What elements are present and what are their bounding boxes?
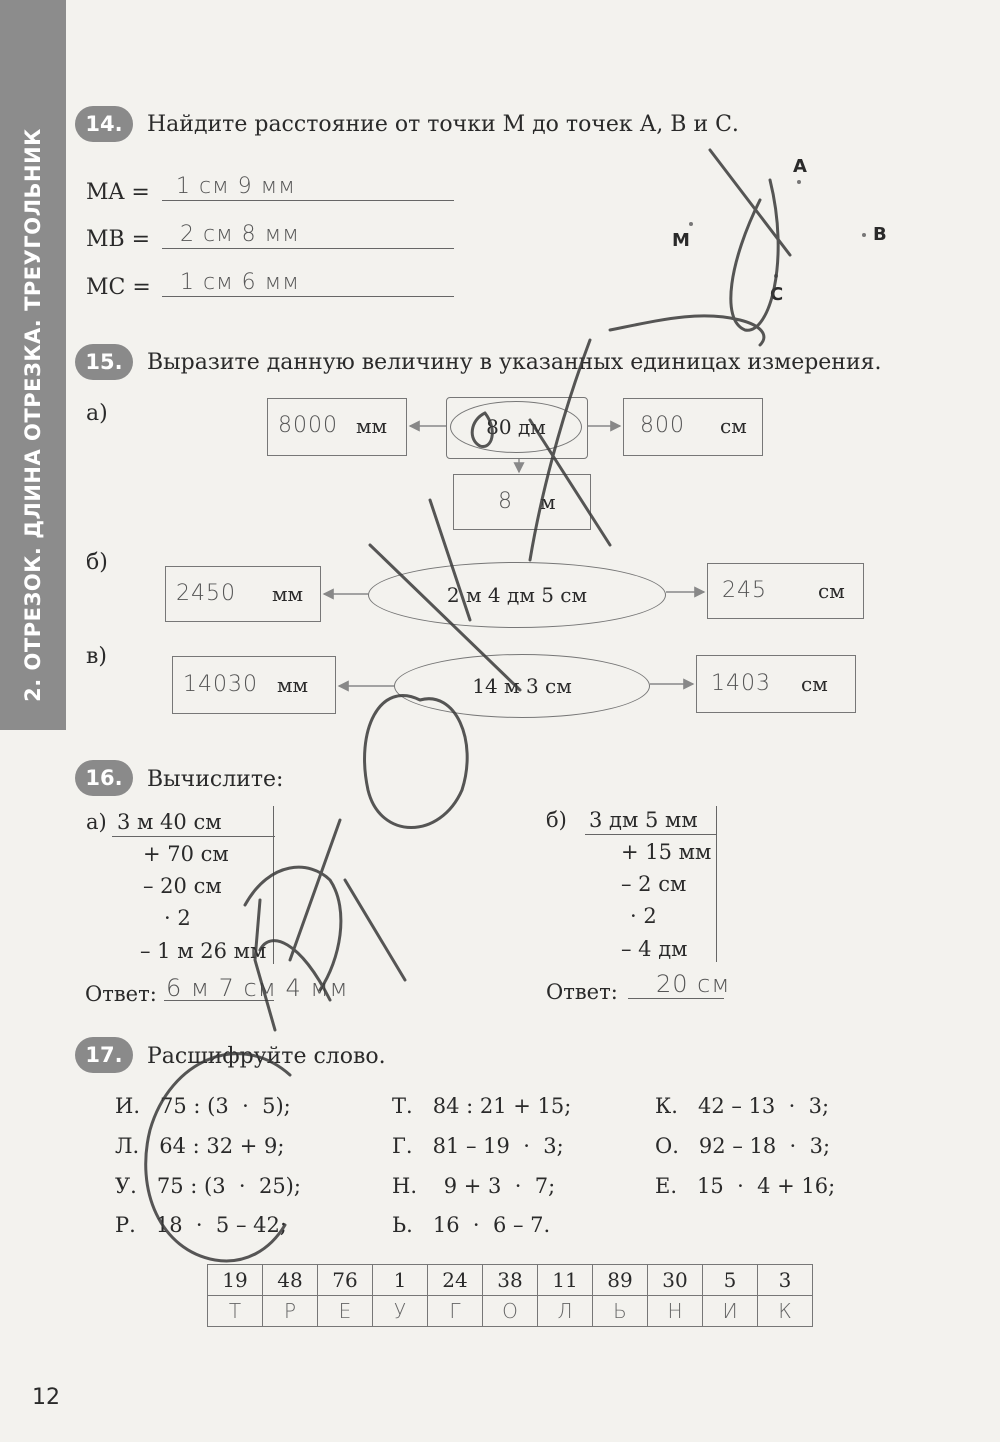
task-15-text: Выразите данную величину в указанных единицах измерения.	[147, 350, 882, 375]
task-17-expr-u: У. 75 : (3 · 25);	[115, 1174, 301, 1198]
task-16b-step-1: + 15 мм	[621, 840, 712, 864]
task-17-expr-r: Р. 18 · 5 – 42;	[115, 1213, 287, 1237]
task-15a-bottom-unit: м	[540, 490, 556, 514]
cipher-number: 48	[263, 1265, 318, 1296]
task-17-expr-k: К. 42 – 13 · 3;	[655, 1094, 830, 1118]
point-b-label: B	[873, 224, 887, 245]
task-16a-start: 3 м 40 см	[117, 810, 222, 834]
task-15a-label: а)	[86, 401, 108, 426]
task-15a-right-value: 800	[640, 413, 685, 438]
cipher-letter[interactable]: К	[758, 1296, 813, 1327]
cipher-number: 30	[648, 1265, 703, 1296]
task-15b-right-value: 245	[722, 578, 767, 603]
cipher-letter[interactable]: О	[483, 1296, 538, 1327]
task-17-text: Расшифруйте слово.	[147, 1044, 386, 1069]
cipher-number: 38	[483, 1265, 538, 1296]
task-16a-step-1: + 70 см	[143, 842, 229, 866]
task-16a-answer-label: Ответ:	[85, 982, 157, 1006]
cipher-number: 76	[318, 1265, 373, 1296]
mb-label: MB =	[86, 227, 151, 252]
task-15-badge: 15.	[75, 344, 133, 380]
task-15a-left-value: 8000	[278, 413, 338, 438]
task-16b-label: б)	[546, 808, 567, 832]
task-15c-left-value: 14030	[183, 672, 258, 697]
task-16b-step-4: – 4 дм	[621, 937, 688, 961]
cipher-letter[interactable]: Н	[648, 1296, 703, 1327]
cipher-number: 5	[703, 1265, 758, 1296]
task-15b-right-unit: см	[818, 579, 845, 603]
cipher-letter[interactable]: Л	[538, 1296, 593, 1327]
task-17-expr-g: Г. 81 – 19 · 3;	[392, 1134, 564, 1158]
point-a-label: A	[793, 156, 807, 177]
task-16b-answer[interactable]: 20 см	[656, 970, 731, 998]
task-17-expr-t: Т. 84 : 21 + 15;	[392, 1094, 572, 1118]
task-14-badge: 14.	[75, 106, 133, 142]
cipher-letter[interactable]: Т	[208, 1296, 263, 1327]
task-17-expr-e: Е. 15 · 4 + 16;	[655, 1174, 836, 1198]
task-16a-step-2: – 20 см	[143, 874, 222, 898]
task-15a-bottom-value: 8	[498, 489, 513, 514]
task-17-expr-o: О. 92 – 18 · 3;	[655, 1134, 831, 1158]
task-16a-label: а)	[86, 810, 107, 834]
task-15c-center-value: 14 м 3 см	[472, 674, 572, 698]
task-15a-right-unit: см	[720, 414, 747, 438]
task-15b-center-value: 2 м 4 дм 5 см	[446, 583, 588, 607]
ma-answer[interactable]: 1 см 9 мм	[176, 174, 296, 199]
task-15a-left-unit: мм	[356, 414, 388, 438]
task-14-text: Найдите расстояние от точки М до точек А, В и С.	[147, 112, 739, 137]
cipher-number: 19	[208, 1265, 263, 1296]
task-16-badge: 16.	[75, 760, 133, 796]
cipher-letter[interactable]: Ь	[593, 1296, 648, 1327]
cipher-letter[interactable]: У	[373, 1296, 428, 1327]
task-15c-left-unit: мм	[277, 673, 309, 697]
task-15c-label: в)	[86, 644, 107, 669]
task-17-expr-l: Л. 64 : 32 + 9;	[115, 1134, 285, 1158]
point-c-label: C	[770, 284, 784, 305]
cipher-letter[interactable]: И	[703, 1296, 758, 1327]
task-16b-step-2: – 2 см	[621, 872, 687, 896]
cipher-letter[interactable]: Р	[263, 1296, 318, 1327]
task-15c-right-value: 1403	[711, 671, 771, 696]
task-15b-left-unit: мм	[272, 582, 304, 606]
task-17-expr-i: И. 75 : (3 · 5);	[115, 1094, 291, 1118]
mc-label: MC =	[86, 275, 151, 300]
task-17-expr-soft: Ь. 16 · 6 – 7.	[392, 1213, 551, 1237]
page-number: 12	[32, 1385, 60, 1410]
task-16a-answer[interactable]: 6 м 7 см 4 мм	[166, 974, 349, 1002]
cipher-number: 11	[538, 1265, 593, 1296]
task-16b-answer-label: Ответ:	[546, 980, 618, 1004]
cipher-number: 3	[758, 1265, 813, 1296]
ma-label: MA =	[86, 180, 150, 205]
task-17-expr-n: Н. 9 + 3 · 7;	[392, 1174, 556, 1198]
cipher-letter[interactable]: Г	[428, 1296, 483, 1327]
cipher-letter[interactable]: Е	[318, 1296, 373, 1327]
mc-answer[interactable]: 1 см 6 мм	[180, 270, 300, 295]
task-15b-label: б)	[86, 550, 108, 575]
task-16a-step-4: – 1 м 26 мм	[140, 939, 267, 963]
cipher-number: 89	[593, 1265, 648, 1296]
task-15a-center-value: 80 дм	[486, 415, 546, 439]
task-16b-start: 3 дм 5 мм	[589, 808, 698, 832]
task-17-badge: 17.	[75, 1037, 133, 1073]
cipher-number: 1	[373, 1265, 428, 1296]
cipher-number: 24	[428, 1265, 483, 1296]
mb-answer[interactable]: 2 см 8 мм	[180, 222, 300, 247]
task-16-text: Вычислите:	[147, 767, 284, 792]
point-m-label: M	[672, 230, 690, 251]
task-15b-left-value: 2450	[176, 581, 236, 606]
chapter-title: 2. ОТРЕЗОК. ДЛИНА ОТРЕЗКА. ТРЕУГОЛЬНИК	[21, 128, 45, 702]
task-15c-right-unit: см	[801, 672, 828, 696]
task-16b-step-3: · 2	[630, 904, 657, 928]
task-16a-step-3: · 2	[164, 906, 191, 930]
